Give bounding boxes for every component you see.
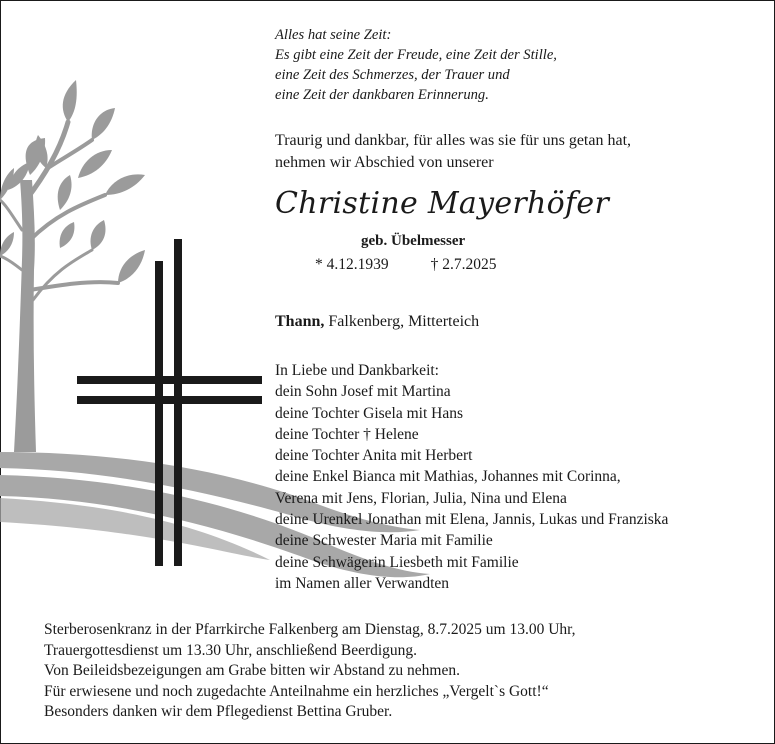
verse-line: eine Zeit der dankbaren Erinnerung.: [275, 87, 489, 103]
mourner-line: deine Tochter Anita mit Herbert: [275, 447, 473, 465]
footer-line: Sterberosenkranz in der Pfarrkirche Falkenberg am Dienstag, 8.7.2025 um 13.00 Uhr,: [44, 621, 576, 638]
place-primary: Thann,: [275, 313, 325, 330]
intro-line: Traurig und dankbar, für alles was sie für uns getan hat,: [275, 132, 632, 149]
verse-line: Alles hat seine Zeit:: [275, 27, 392, 43]
mourner-line: deine Enkel Bianca mit Mathias, Johannes mit Corinna,: [275, 468, 621, 486]
footer-line: Von Beileidsbezeigungen am Grabe bitten wir Abstand zu nehmen.: [44, 662, 460, 679]
places-line: [275, 313, 479, 331]
mourner-line: Verena mit Jens, Florian, Julia, Nina und Elena: [275, 489, 567, 507]
mourners-list: [275, 360, 770, 594]
verse-line: eine Zeit des Schmerzes, der Trauer und: [275, 67, 510, 83]
place-others: Falkenberg, Mitterteich: [328, 313, 480, 330]
footer-line: Für erwiesene und noch zugedachte Anteilnahme ein herzliches „Vergelt`s Gott!“: [44, 682, 549, 700]
maiden-name: geb. Übelmesser: [361, 233, 466, 249]
birth-date: * 4.12.1939: [315, 256, 389, 273]
mourner-line: deine Urenkel Jonathan mit Elena, Jannis, Lukas und Franziska: [275, 511, 669, 529]
verse-block: [275, 25, 755, 105]
mourner-line: deine Tochter † Helene: [275, 425, 419, 443]
mourner-line: dein Sohn Josef mit Martina: [275, 383, 451, 401]
life-dates: [315, 256, 497, 274]
death-date: † 2.7.2025: [430, 256, 497, 273]
footer-line: Besonders danken wir dem Pflegedienst Bettina Gruber.: [44, 703, 393, 720]
service-info: [44, 620, 764, 723]
verse-line: Es gibt eine Zeit der Freude, eine Zeit der Stille,: [275, 47, 557, 63]
mourner-line: deine Schwester Maria mit Familie: [275, 532, 493, 550]
deceased-name: Christine Mayerhöfer: [275, 186, 610, 221]
mourner-line: im Namen aller Verwandten: [275, 574, 450, 592]
mourner-line: In Liebe und Dankbarkeit:: [275, 362, 439, 379]
footer-line: Trauergottesdienst um 13.30 Uhr, anschließend Beerdigung.: [44, 641, 418, 659]
mourner-line: deine Schwägerin Liesbeth mit Familie: [275, 553, 519, 571]
intro-line: nehmen wir Abschied von unserer: [275, 154, 494, 171]
intro-text: [275, 130, 631, 174]
mourner-line: deine Tochter Gisela mit Hans: [275, 404, 464, 422]
